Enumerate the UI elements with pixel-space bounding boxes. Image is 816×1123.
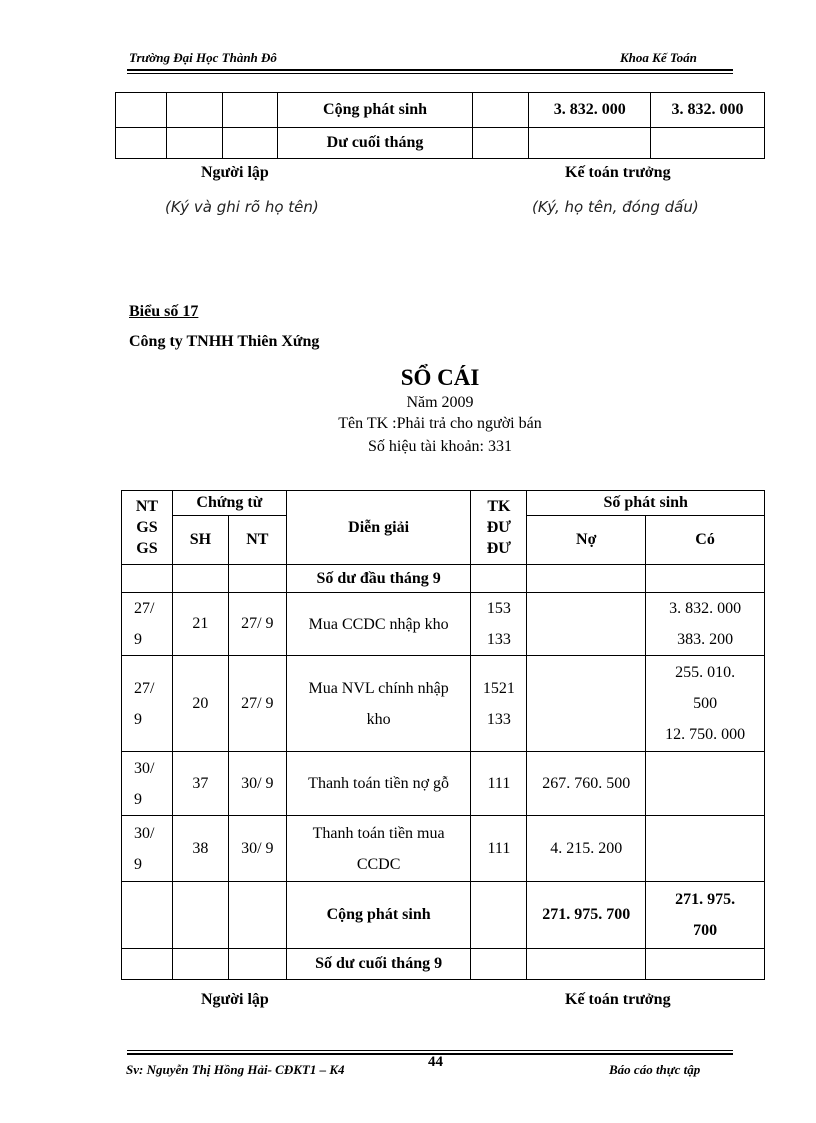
- entry-credit: [646, 752, 765, 816]
- col-header-nt: NT: [228, 516, 286, 565]
- table-row: [122, 593, 765, 656]
- col-header-debit: Nợ: [527, 516, 646, 565]
- summary-debit: [529, 128, 651, 159]
- bottom-chief-accountant-title: Kế toán trưởng: [565, 991, 671, 1008]
- entry-description: Mua CCDC nhập kho: [286, 593, 471, 656]
- opening-balance-label: Số dư đầu tháng 9: [286, 565, 471, 593]
- entry-voucher-date: 30/ 9: [228, 816, 286, 882]
- preparer-title: Người lập: [201, 164, 269, 181]
- entry-description: Mua NVL chính nhập kho: [286, 656, 471, 752]
- page-number: 44: [428, 1054, 443, 1070]
- table-row: [116, 128, 765, 159]
- entry-date: 27/ 9: [122, 593, 173, 656]
- entry-date: 27/ 9: [122, 656, 173, 752]
- entry-voucher-date: 27/ 9: [228, 656, 286, 752]
- account-number: Số hiệu tài khoản: 331: [368, 438, 512, 455]
- total-debit: 271. 975. 700: [527, 882, 646, 949]
- entry-voucher-number: 20: [172, 656, 228, 752]
- table-header-row: [122, 491, 765, 516]
- table-row: [122, 882, 765, 949]
- entry-voucher-date: 30/ 9: [228, 752, 286, 816]
- summary-credit: [651, 128, 765, 159]
- summary-debit: 3. 832. 000: [529, 93, 651, 128]
- table-row: [116, 93, 765, 128]
- ledger-entries: [122, 593, 765, 882]
- chief-accountant-note: (Ký, họ tên, đóng dấu): [532, 198, 699, 216]
- entry-voucher-number: 37: [172, 752, 228, 816]
- summary-label: Cộng phát sinh: [277, 93, 473, 128]
- footer-report: Báo cáo thực tập: [609, 1062, 701, 1077]
- entry-voucher-number: 21: [172, 593, 228, 656]
- entry-debit: [527, 656, 646, 752]
- table-row: [122, 565, 765, 593]
- entry-description: Thanh toán tiền nợ gỗ: [286, 752, 471, 816]
- entry-contra-account: 111: [471, 816, 527, 882]
- entry-description: Thanh toán tiền mua CCDC: [286, 816, 471, 882]
- total-credit: 271. 975. 700: [646, 882, 765, 949]
- col-header-description: Diễn giải: [286, 491, 471, 565]
- entry-debit: [527, 593, 646, 656]
- col-header-contra-account: TK ĐƯ ĐƯ: [471, 491, 527, 565]
- entry-debit: 267. 760. 500: [527, 752, 646, 816]
- header-rule-thin: [127, 73, 733, 74]
- preparer-note: (Ký và ghi rõ họ tên): [165, 198, 319, 216]
- entry-voucher-number: 38: [172, 816, 228, 882]
- entry-credit: [646, 816, 765, 882]
- table-row: [122, 752, 765, 816]
- header-department: Khoa Kế Toán: [620, 50, 697, 65]
- ledger-table: [121, 490, 765, 980]
- bottom-preparer-title: Người lập: [201, 991, 269, 1008]
- summary-credit: 3. 832. 000: [651, 93, 765, 128]
- entry-date: 30/ 9: [122, 752, 173, 816]
- table-row: [122, 949, 765, 980]
- chief-accountant-title: Kế toán trưởng: [565, 164, 671, 181]
- col-header-ntgs: NT GS GS: [122, 491, 173, 565]
- account-name: Tên TK :Phải trả cho người bán: [338, 415, 542, 432]
- entry-voucher-date: 27/ 9: [228, 593, 286, 656]
- col-header-voucher: Chứng từ: [172, 491, 286, 516]
- entry-contra-account: 111: [471, 752, 527, 816]
- entry-contra-account: 1521 133: [471, 656, 527, 752]
- total-label: Cộng phát sinh: [286, 882, 471, 949]
- entry-credit: 3. 832. 000 383. 200: [646, 593, 765, 656]
- company-name: Công ty TNHH Thiên Xứng: [129, 333, 320, 350]
- entry-debit: 4. 215. 200: [527, 816, 646, 882]
- col-header-amount: Số phát sinh: [527, 491, 765, 516]
- top-summary-table: [115, 92, 765, 159]
- entry-credit: 255. 010. 500 12. 750. 000: [646, 656, 765, 752]
- col-header-sh: SH: [172, 516, 228, 565]
- footer-student: Sv: Nguyễn Thị Hồng Hải- CĐKT1 – K4: [126, 1062, 345, 1077]
- footer-rule-thin: [127, 1050, 733, 1051]
- header-rule: [127, 69, 733, 71]
- table-row: [122, 816, 765, 882]
- entry-date: 30/ 9: [122, 816, 173, 882]
- form-label: Biểu số 17: [129, 303, 199, 320]
- ledger-year: Năm 2009: [406, 394, 474, 411]
- header-school: Trường Đại Học Thành Đô: [129, 50, 277, 65]
- entry-contra-account: 153 133: [471, 593, 527, 656]
- summary-label: Dư cuối tháng: [277, 128, 473, 159]
- ledger-title: SỔ CÁI: [400, 365, 480, 390]
- closing-balance-label: Số dư cuối tháng 9: [286, 949, 471, 980]
- col-header-credit: Có: [646, 516, 765, 565]
- table-row: [122, 656, 765, 752]
